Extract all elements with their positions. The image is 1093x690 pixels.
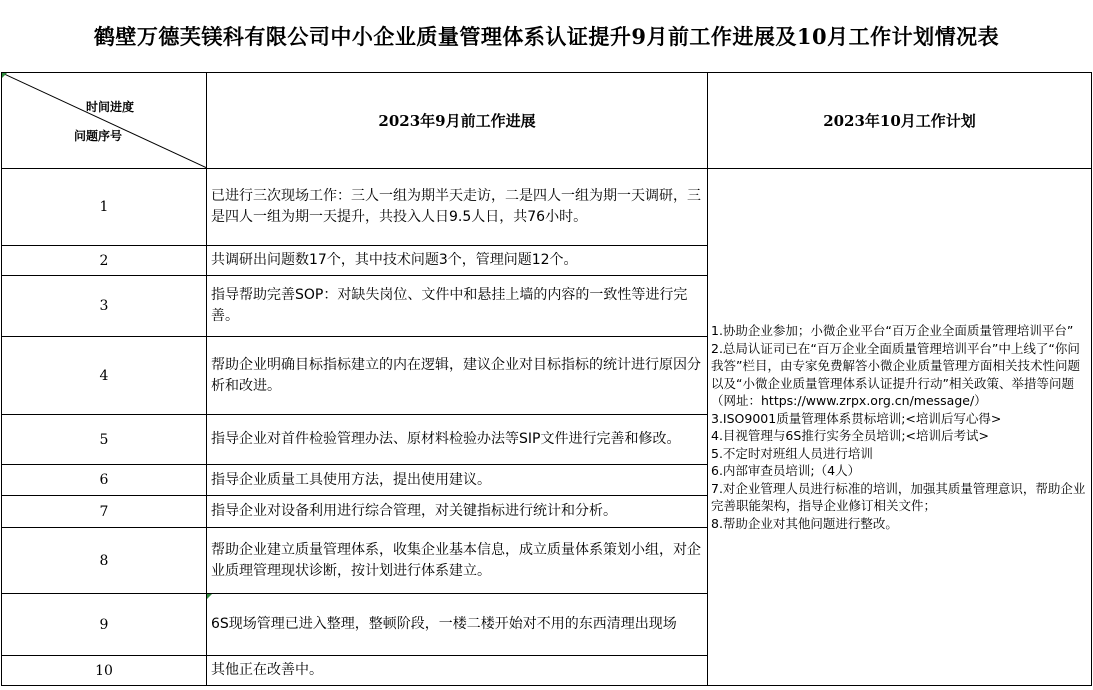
progress-cell: 指导帮助完善SOP：对缺失岗位、文件中和悬挂上墙的内容的一致性等进行完善。 <box>207 276 708 337</box>
plan-item: 1.协助企业参加；小微企业平台“百万企业全面质量管理培训平台” <box>711 323 1074 338</box>
plan-item: 3.ISO9001质量管理体系贯标培训;<培训后写心得> <box>711 410 1002 426</box>
row-number: 3 <box>2 276 207 337</box>
progress-cell: 帮助企业建立质量管理体系，收集企业基本信息，成立质量体系策划小组，对企业质理管理现状诊断，按计划进行体系建立。 <box>207 528 708 594</box>
progress-cell: 共调研出问题数17个，其中技术问题3个，管理问题12个。 <box>207 246 708 276</box>
progress-cell: 指导企业对首件检验管理办法、原材料检验办法等SIP文件进行完善和修改。 <box>207 415 708 465</box>
plan-item: 4.目视管理与6S推行实务全员培训;<培训后考试> <box>711 428 989 443</box>
corner-diagonal-line <box>2 73 206 168</box>
work-progress-table <box>1 72 1092 686</box>
plan-item: 8.帮助企业对其他问题进行整改。 <box>711 515 898 531</box>
progress-cell: 指导企业对设备利用进行综合管理，对关键指标进行统计和分析。 <box>207 496 708 528</box>
progress-cell: 指导企业质量工具使用方法，提出使用建议。 <box>207 465 708 496</box>
plan-cell <box>708 169 1092 686</box>
corner-label-time: 时间进度 <box>86 100 135 114</box>
row-number: 10 <box>2 656 207 686</box>
column-header-progress: 2023年9月前工作进展 <box>207 73 708 169</box>
row-number: 2 <box>2 246 207 276</box>
progress-cell: 已进行三次现场工作：三人一组为期半天走访，二是四人一组为期一天调研，三是四人一组为期一天提升，共投入人日9.5人日，共76小时。 <box>207 169 708 246</box>
row-number: 4 <box>2 337 207 415</box>
page-title: 鹤壁万德芙镁科有限公司中小企业质量管理体系认证提升9月前工作进展及10月工作计划情况表 <box>93 24 1000 49</box>
row-number: 8 <box>2 528 207 594</box>
plan-item: 2.总局认证司已在“百万企业全面质量管理培训平台”中上线了“你问我答”栏目，由专家免费解答小微企业质量管理方面相关技术性问题以及“小微企业质量管理体系认证提升行动”相关政策、举措等问题（网址：https://www.zrpx.org.cn/message/） <box>711 340 1080 408</box>
row-number: 5 <box>2 415 207 465</box>
progress-cell: 其他正在改善中。 <box>207 656 708 686</box>
plan-item: 5.不定时对班组人员进行培训 <box>711 445 873 461</box>
row-number: 7 <box>2 496 207 528</box>
progress-cell: 帮助企业明确目标指标建立的内在逻辑，建议企业对目标指标的统计进行原因分析和改进。 <box>207 337 708 415</box>
row-number: 9 <box>2 594 207 656</box>
column-header-plan: 2023年10月工作计划 <box>708 73 1092 169</box>
cell-marker-icon <box>207 594 212 599</box>
progress-text: 6S现场管理已进入整理，整顿阶段，一楼二楼开始对不用的东西清理出现场 <box>211 616 677 632</box>
plan-item: 7.对企业管理人员进行标准的培训，加强其质量管理意识，帮助企业完善职能架构，指导企业修订相关文件； <box>711 480 1086 513</box>
header-row <box>2 73 1092 169</box>
corner-header-cell <box>2 73 207 169</box>
plan-item: 6.内部审查员培训;（4人） <box>711 463 861 478</box>
row-number: 6 <box>2 465 207 496</box>
cell-marker-icon <box>2 73 7 78</box>
progress-cell <box>207 594 708 656</box>
row-number: 1 <box>2 169 207 246</box>
table-row <box>2 169 1092 246</box>
corner-label-issue: 问题序号 <box>74 129 123 143</box>
